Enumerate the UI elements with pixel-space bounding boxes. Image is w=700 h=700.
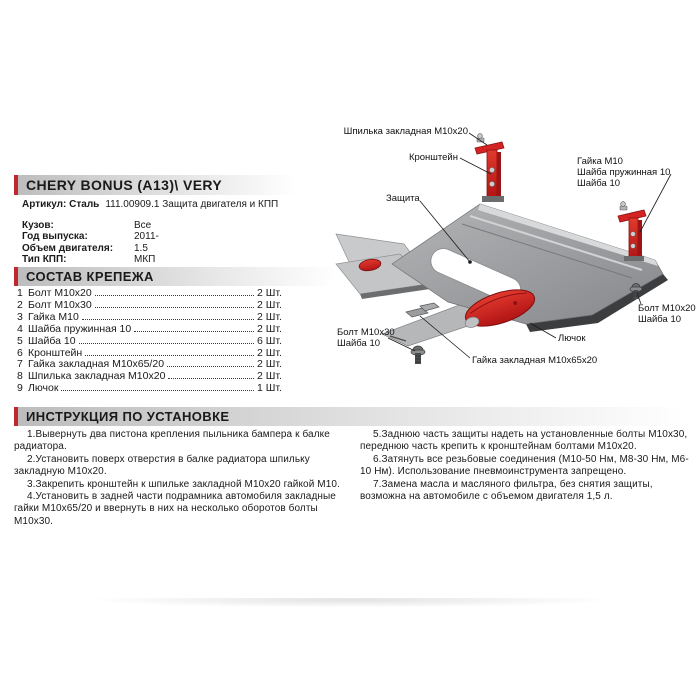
part-name: Болт М10х30 — [28, 298, 92, 311]
spec-table — [22, 220, 159, 266]
sku-line — [22, 199, 278, 210]
hardware-heading-band — [14, 267, 336, 286]
row-number: 8 — [17, 370, 23, 383]
dot-leader — [167, 366, 254, 367]
label-shaiba-10: Шайба 10 — [638, 314, 682, 325]
instruction-step: 1.Вывернуть два пистона крепления пыльника бампера к балке радиатора. — [14, 429, 330, 453]
spec-label: Тип КПП: — [22, 254, 67, 266]
dot-leader — [79, 343, 254, 344]
label-bolt-m10x30-group — [337, 327, 395, 349]
label-bolt-m10x30: Болт М10х30 — [337, 327, 395, 338]
label-gaika-m10-group — [577, 156, 670, 189]
sku-label: Артикул: Сталь — [22, 199, 100, 210]
spec-value: МКП — [134, 254, 156, 266]
label-kronshtein: Кронштейн — [408, 152, 458, 163]
label-bolt-m10x20-group — [638, 303, 696, 325]
hardware-row — [17, 383, 289, 395]
part-qty: 2 Шт. — [257, 298, 282, 311]
instruction-step: 7.Замена масла и масляного фильтра, без снятия защиты, возможна на автомобиле с объемом двигателя 1,5 л. — [360, 478, 653, 503]
label-gaika-m10: Гайка М10 — [577, 156, 623, 167]
hardware-list — [17, 288, 289, 395]
dot-leader — [95, 295, 254, 296]
instructions-heading-band — [14, 407, 686, 426]
part-qty: 6 Шт. — [257, 334, 282, 347]
row-number: 5 — [17, 334, 23, 347]
instructions-heading: ИНСТРУКЦИЯ ПО УСТАНОВКЕ — [26, 409, 230, 424]
dot-leader — [82, 319, 254, 320]
part-qty: 2 Шт. — [257, 370, 282, 383]
heading-accent-bar — [14, 175, 18, 195]
label-shpilka: Шпилька закладная М10х20 — [343, 126, 468, 137]
product-title-band — [14, 175, 298, 195]
spec-label: Кузов: — [22, 220, 54, 231]
dot-leader — [61, 390, 254, 391]
part-qty: 2 Шт. — [257, 287, 282, 299]
instructions-left-column — [14, 429, 354, 528]
instruction-step: 5.Заднюю часть защиты надеть на установленные болты М10х30, переднюю часть крепить к кронштейнам болтами М10х20. — [360, 429, 688, 453]
row-number: 9 — [17, 382, 23, 395]
instruction-step: 6.Затянуть все резьбовые соединения (М10-50 Нм, М8-30 Нм, М6-10 Нм). Использование пневмоинструмента запрещено. — [360, 453, 689, 478]
label-bolt-m10x20: Болт М10х20 — [638, 303, 696, 314]
spec-value: 2011- — [134, 231, 159, 243]
dot-leader — [95, 307, 254, 308]
exploded-view-diagram — [330, 112, 696, 404]
part-name: Гайка М10 — [28, 310, 79, 323]
spec-value: 1.5 — [134, 242, 148, 254]
bolt-icon — [411, 346, 425, 364]
hardware-row — [17, 336, 289, 348]
instruction-step: 3.Закрепить кронштейн к шпильке закладной М10х20 гайкой М10. — [27, 478, 340, 490]
row-number: 6 — [17, 346, 23, 359]
label-shaiba-10: Шайба 10 — [577, 178, 621, 189]
heading-accent-bar — [14, 407, 18, 426]
part-name: Шайба пружинная 10 — [28, 322, 132, 335]
row-number: 1 — [17, 287, 23, 299]
part-qty: 1 Шт. — [257, 382, 282, 395]
instruction-step: 4.Установить в задней части подрамника автомобиля закладные гайки М10х65/20 и ввернуть в них на несколько оборотов болты М10х30. — [14, 491, 336, 527]
label-shaiba-10: Шайба 10 — [337, 338, 381, 349]
dot-leader — [85, 355, 254, 356]
instruction-step: 2.Установить поверх отверстия в балке радиатора шпильку закладную М10х20. — [14, 453, 310, 478]
part-qty: 2 Шт. — [257, 322, 282, 335]
part-name: Шайба 10 — [28, 334, 76, 347]
row-number: 2 — [17, 298, 23, 311]
spec-label: Год выпуска: — [22, 231, 88, 243]
stud-icon — [620, 202, 627, 210]
part-name: Шпилька закладная М10х20 — [28, 370, 166, 383]
label-zashchita: Защита — [386, 193, 420, 204]
instructions-right-column — [360, 429, 692, 503]
part-name: Болт М10х20 — [28, 287, 92, 299]
part-qty: 2 Шт. — [257, 358, 282, 371]
sku-value: 111.00909.1 Защита двигателя и КПП — [105, 199, 279, 210]
part-qty: 2 Шт. — [257, 310, 282, 323]
label-lyuchok: Лючок — [558, 333, 586, 344]
page-edge-shadow — [0, 598, 700, 608]
part-qty: 2 Шт. — [257, 346, 282, 359]
row-number: 3 — [17, 310, 23, 323]
hardware-heading: СОСТАВ КРЕПЕЖА — [26, 269, 154, 284]
label-gaika-zakladnaya: Гайка закладная М10х65х20 — [472, 355, 598, 366]
dot-leader — [134, 331, 254, 332]
label-shaiba-pruzhinnaya: Шайба пружинная 10 — [577, 167, 671, 178]
dot-leader — [168, 378, 254, 379]
spec-label: Объем двигателя: — [22, 242, 114, 254]
part-name: Гайка закладная М10х65/20 — [28, 358, 165, 371]
part-name: Лючок — [28, 382, 59, 395]
hardware-row — [17, 324, 289, 336]
part-name: Кронштейн — [28, 346, 83, 359]
engine-shield-plate — [392, 204, 668, 332]
leader-dot — [468, 260, 472, 264]
spec-value: Все — [134, 220, 152, 231]
product-title: CHERY BONUS (A13)\ VERY — [26, 177, 223, 193]
heading-accent-bar — [14, 267, 18, 286]
row-number: 4 — [17, 322, 23, 335]
row-number: 7 — [17, 358, 23, 371]
hardware-row — [17, 312, 289, 324]
